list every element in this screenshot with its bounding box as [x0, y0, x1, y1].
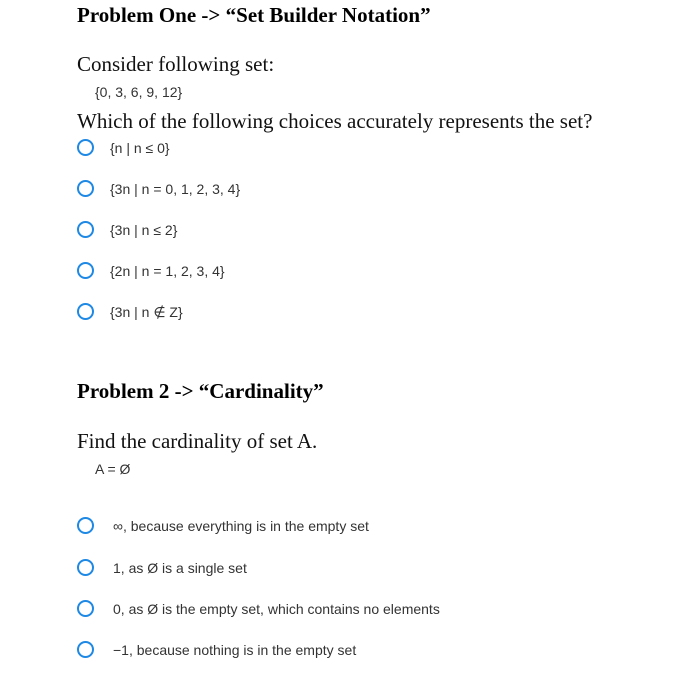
problem-1-heading: Problem One -> “Set Builder Notation” [77, 3, 431, 27]
radio-choice-3[interactable] [77, 221, 94, 238]
radio-choice-1[interactable] [77, 517, 94, 534]
choice-label: 0, as Ø is the empty set, which contains no elements [113, 601, 440, 617]
radio-choice-5[interactable] [77, 303, 94, 320]
choice-label: −1, because nothing is in the empty set [113, 642, 357, 658]
choice-label: ∞, because everything is in the empty set [113, 518, 369, 534]
choice-label: {3n | n = 0, 1, 2, 3, 4} [110, 181, 241, 197]
radio-choice-3[interactable] [77, 600, 94, 617]
choice-label: {n | n ≤ 0} [110, 140, 170, 156]
radio-choice-4[interactable] [77, 641, 94, 658]
problem-2-heading: Problem 2 -> “Cardinality” [77, 379, 324, 403]
problem-1-set: {0, 3, 6, 9, 12} [95, 84, 183, 100]
choice-label: {3n | n ∉ Z} [110, 304, 183, 320]
choice-label: {2n | n = 1, 2, 3, 4} [110, 263, 225, 279]
problem-1-question: Which of the following choices accurately represents the set? [77, 109, 593, 133]
radio-choice-4[interactable] [77, 262, 94, 279]
choice-label: {3n | n ≤ 2} [110, 222, 178, 238]
problem-2-set: A = Ø [95, 461, 131, 477]
radio-choice-2[interactable] [77, 180, 94, 197]
problem-2-prompt: Find the cardinality of set A. [77, 429, 318, 453]
radio-choice-2[interactable] [77, 559, 94, 576]
choice-label: 1, as Ø is a single set [113, 560, 247, 576]
problem-1-prompt: Consider following set: [77, 52, 275, 76]
radio-choice-1[interactable] [77, 139, 94, 156]
